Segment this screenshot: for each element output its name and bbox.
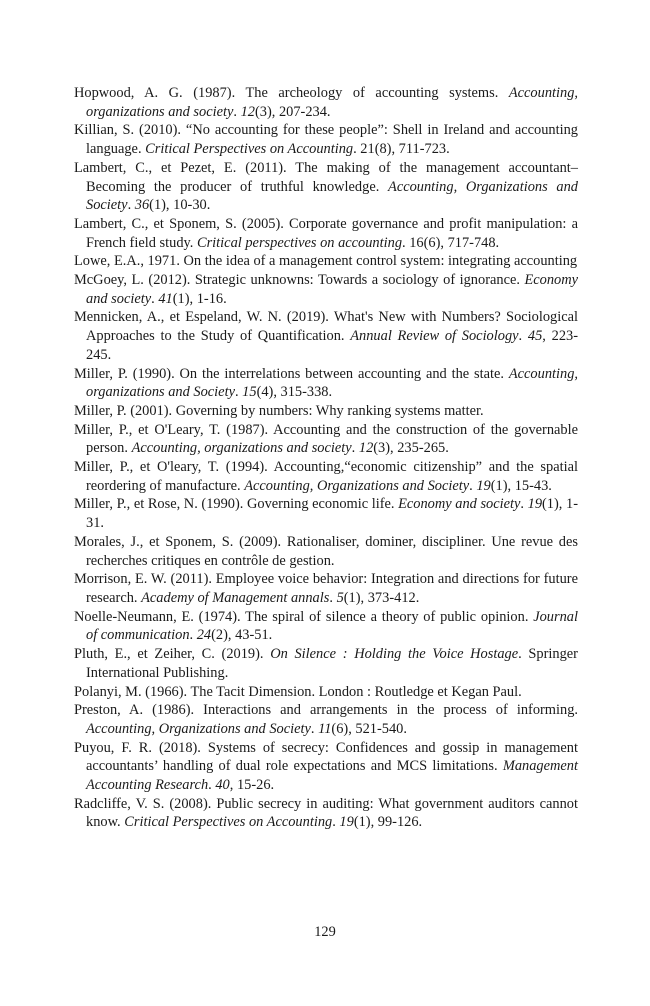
reference-italic-text: Accounting, Organizations and Society	[86, 720, 311, 737]
reference-text: .	[518, 328, 528, 345]
reference-italic-text: Accounting, organizations and Society	[86, 365, 578, 401]
reference-italic-text: 19	[527, 496, 543, 513]
reference-italic-text: Economy and society	[398, 496, 521, 513]
reference-text: , 223-245.	[86, 328, 578, 363]
reference-text: (3), 207-234.	[254, 103, 331, 120]
reference-text: .	[332, 814, 340, 831]
reference-text: .	[469, 477, 477, 494]
reference-italic-text: 24	[196, 627, 212, 644]
reference-text: .	[351, 440, 359, 457]
reference-text: (1), 1-31.	[86, 496, 578, 532]
reference-text: (6), 521-540.	[331, 720, 407, 737]
reference-text: .	[151, 290, 159, 307]
reference-text: Pluth, E., et Zeiher, C. (2019).	[74, 646, 271, 663]
reference-italic-text: 19	[476, 477, 491, 494]
reference-text: Killian, S. (2010). “No accounting for these people”: Shell in Ireland and accounting language.	[74, 122, 578, 158]
reference-text: Lambert, C., et Pezet, E. (2011). The making of the management accountant–Becoming the producer of truthful knowledge.	[74, 159, 578, 195]
reference-text: Puyou, F. R. (2018). Systems of secrecy: Confidences and gossip in management accountants’ handling of dual role expectations and MCS limitations.	[74, 739, 578, 775]
reference-italic-text: Critical Perspectives on Accounting	[145, 141, 354, 158]
reference-text: (1), 99-126.	[353, 814, 423, 831]
reference-text: (1), 373-412.	[343, 589, 420, 606]
reference-italic-text: Journal of communication	[86, 608, 578, 644]
reference-italic-text: Accounting, organizations and society	[86, 85, 578, 120]
reference-text: Mennicken, A., et Espeland, W. N. (2019). What's New with Numbers? Sociological Approaches to the Study of Quantification.	[74, 309, 578, 345]
reference-text: Miller, P. (1990). On the interrelations between accounting and the state.	[74, 365, 509, 382]
reference-italic-text: 19	[339, 814, 354, 831]
reference-text: Morales, J., et Sponem, S. (2009). Rationaliser, dominer, discipliner. Une revue des recherches critiques en contrôle de gestion.	[74, 533, 578, 569]
reference-italic-text: Accounting, organizations and society	[131, 440, 352, 457]
reference-text: Preston, A. (1986). Interactions and arrangements in the process of informing.	[74, 702, 578, 719]
reference-text: (4), 315-338.	[256, 384, 333, 401]
reference-italic-text: 12	[358, 440, 374, 457]
reference-text: .	[208, 777, 216, 794]
reference-entry	[74, 121, 578, 158]
reference-text: Lowe, E.A., 1971. On the idea of a management control system: integrating accounting	[74, 253, 578, 270]
reference-italic-text: Critical Perspectives on Accounting	[124, 814, 333, 831]
reference-text: . Springer International Publishing.	[86, 646, 578, 681]
reference-text: .	[189, 627, 197, 644]
reference-italic-text: 40	[215, 777, 230, 794]
reference-text: . 21(8), 711-723.	[353, 141, 450, 158]
reference-text: .	[310, 720, 319, 737]
reference-text: (1), 10-30.	[149, 197, 211, 214]
reference-italic-text: 41	[158, 290, 173, 307]
reference-entry	[74, 795, 578, 832]
reference-entry	[74, 271, 578, 308]
reference-entry	[74, 252, 578, 271]
reference-text: (3), 235-265.	[373, 440, 449, 457]
reference-italic-text: 12	[240, 103, 255, 120]
reference-entry	[74, 645, 578, 682]
reference-italic-text: 5	[336, 589, 344, 606]
reference-text: Morrison, E. W. (2011). Employee voice behavior: Integration and directions for future research.	[74, 571, 578, 606]
reference-italic-text: Accounting, Organizations and Society	[244, 477, 470, 494]
reference-text: Miller, P., et O'Leary, T. (1987). Accounting and the construction of the governable person.	[74, 421, 578, 457]
reference-italic-text: 45	[527, 328, 543, 345]
reference-entry	[74, 402, 578, 421]
reference-italic-text: Accounting, Organizations and Society	[86, 178, 578, 214]
reference-italic-text: Critical perspectives on accounting	[196, 234, 403, 251]
reference-entry	[74, 495, 578, 532]
reference-italic-text: Management Accounting Research	[86, 758, 578, 794]
reference-entry	[74, 84, 578, 121]
reference-text: Miller, P., et O'leary, T. (1994). Accounting,“economic citizenship” and the spatial reordering of manufacture.	[74, 459, 578, 494]
reference-entry	[74, 421, 578, 458]
reference-entry	[74, 701, 578, 738]
reference-text: .	[234, 384, 243, 401]
reference-italic-text: 36	[134, 197, 150, 214]
reference-entry	[74, 533, 578, 570]
reference-text: Hopwood, A. G. (1987). The archeology of accounting systems.	[74, 85, 509, 101]
reference-text: (2), 43-51.	[211, 627, 273, 644]
reference-italic-text: Annual Review of Sociology	[350, 328, 519, 345]
reference-italic-text: 11	[318, 720, 332, 737]
reference-text: .	[520, 496, 528, 513]
reference-text: Lambert, C., et Sponem, S. (2005). Corporate governance and profit manipulation: a French field study.	[74, 215, 578, 251]
reference-entry	[74, 159, 578, 215]
reference-text: McGoey, L. (2012). Strategic unknowns: Towards a sociology of ignorance.	[74, 272, 525, 289]
reference-text: Radcliffe, V. S. (2008). Public secrecy in auditing: What government auditors cannot know.	[74, 795, 578, 831]
reference-text: .	[127, 197, 135, 214]
reference-entry	[74, 458, 578, 495]
reference-entry	[74, 365, 578, 402]
reference-entry	[74, 608, 578, 645]
reference-text: (1), 1-16.	[172, 290, 227, 307]
reference-italic-text: 15	[242, 384, 257, 401]
reference-entry	[74, 308, 578, 364]
reference-entry	[74, 683, 578, 702]
reference-list	[74, 84, 578, 832]
reference-italic-text: Economy and society	[86, 272, 578, 307]
reference-text: , 15-26.	[229, 777, 275, 794]
reference-entry	[74, 215, 578, 252]
reference-entry	[74, 739, 578, 795]
reference-text: .	[233, 103, 241, 120]
reference-text: Miller, P. (2001). Governing by numbers: Why ranking systems matter.	[74, 402, 484, 419]
reference-text: Polanyi, M. (1966). The Tacit Dimension. London : Routledge et Kegan Paul.	[74, 683, 522, 700]
reference-text: .	[329, 589, 337, 606]
reference-text: . 16(6), 717-748.	[402, 234, 500, 251]
page-number: 129	[314, 924, 336, 940]
reference-text: Miller, P., et Rose, N. (1990). Governing economic life.	[74, 496, 399, 513]
reference-italic-text: Academy of Management annals	[141, 589, 330, 606]
reference-text: Noelle-Neumann, E. (1974). The spiral of silence a theory of public opinion.	[74, 608, 534, 625]
reference-italic-text: On Silence : Holding the Voice Hostage	[270, 646, 519, 663]
reference-entry	[74, 570, 578, 607]
reference-text: (1), 15-43.	[490, 477, 552, 494]
